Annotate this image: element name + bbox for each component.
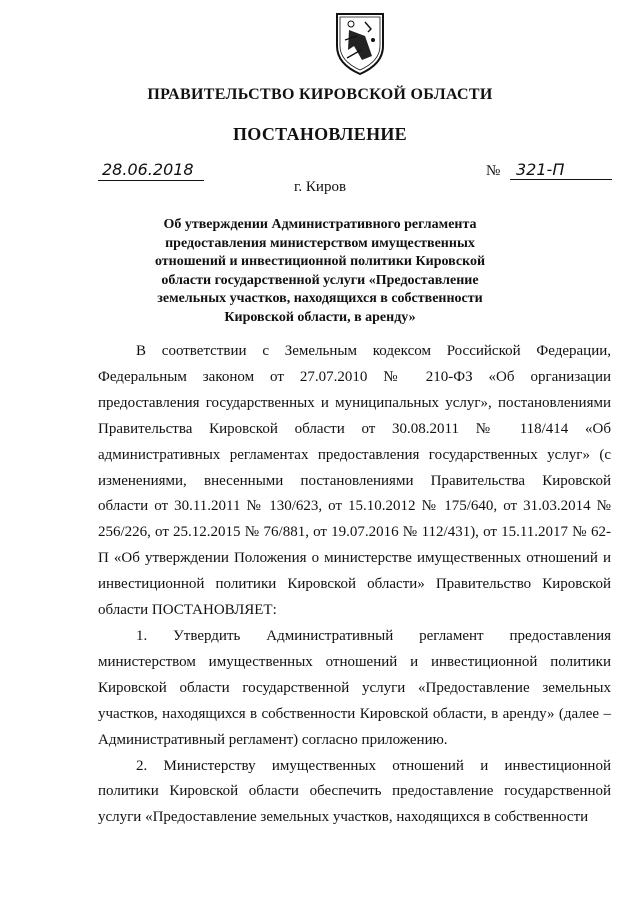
document-date-field — [98, 160, 204, 181]
body-paragraph: 1. Утвердить Административный регламент предоставления министерством имущественных отношений и инвестиционной политики Кировской области государственной услуги «Предоставление земельных участков, находящихся в собственности Кировской области, в аренду» (далее – Административный регламент) согласно приложению. — [98, 627, 611, 748]
document-body — [98, 339, 611, 831]
document-number-field — [486, 160, 612, 180]
government-title: ПРАВИТЕЛЬСТВО КИРОВСКОЙ ОБЛАСТИ — [147, 86, 493, 103]
document-subject: Об утверждении Административного регламента предоставления министерством имущественных отношений и инвестиционной политики Кировской области государственной услуги «Предоставление земельных участков, находящихся в собственности Кировской области, в аренду» — [154, 217, 486, 325]
issue-city: г. Киров — [293, 179, 347, 195]
document-date: 28.06.2018 — [102, 160, 194, 179]
body-paragraph: В соответствии с Земельным кодексом Российской Федерации, Федеральным законом от 27.07.2010 № 210-ФЗ «Об организации предоставления государственных и муниципальных услуг», постановлениями Правительства Кировской области от 30.08.2011 № 118/414 «Об административных регламентах предоставления государственных услуг» (с изменениями, внесенными постановлениями Правительства Кировской области от 30.11.2011 № 130/623, от 15.10.2012 № 175/640, от 31.03.2014 № 256/226, от 25.12.2015 № 76/881, от 19.07.2016 № 112/431), от 15.11.2017 № 62-П «Об утверждении Положения о министерстве имущественных отношений и инвестиционной политики Кировской области» Правительство Кировской области ПОСТАНОВЛЯЕТ: — [98, 343, 611, 619]
number-sign: № — [486, 163, 501, 179]
body-paragraph: 2. Министерству имущественных отношений и инвестиционной политики Кировской области обеспечить предоставление государственной услуги «Предоставление земельных участков, находящихся в собственности — [98, 757, 611, 826]
coat-of-arms-icon — [331, 10, 389, 78]
document-number: 321-П — [516, 160, 565, 179]
document-type: ПОСТАНОВЛЕНИЕ — [233, 124, 407, 144]
